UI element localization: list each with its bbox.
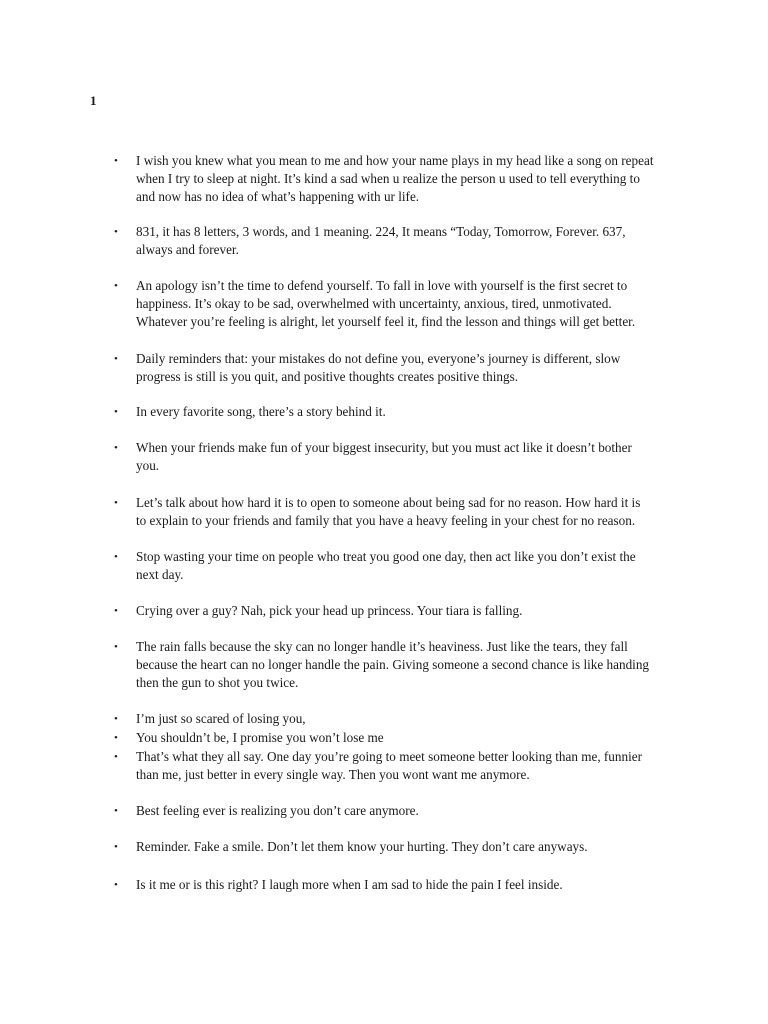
bullet-icon: • <box>114 751 118 763</box>
bullet-icon: • <box>114 732 118 744</box>
bullet-icon: • <box>114 841 118 853</box>
bullet-icon: • <box>114 442 118 454</box>
list-item-text: Daily reminders that: your mistakes do not define you, everyone’s journey is different, slow progress is still is you quit, and positive thoughts creates positive things. <box>136 351 621 385</box>
bullet-icon: • <box>114 353 118 365</box>
list-item-text: Stop wasting your time on people who treat you good one day, then act like you don’t exist the next day. <box>136 549 636 583</box>
bullet-icon: • <box>114 551 118 563</box>
bullet-icon: • <box>114 497 118 509</box>
page-number: 1 <box>90 93 97 108</box>
bullet-icon: • <box>114 605 118 617</box>
list-item-text: I’m just so scared of losing you, <box>136 711 306 726</box>
bullet-icon: • <box>114 155 118 167</box>
list-item-text: That’s what they all say. One day you’re going to meet someone better looking than me, funnier than me, just better in every single way. Then you wont want me anymore. <box>136 749 642 783</box>
list-item-text: Best feeling ever is realizing you don’t care anymore. <box>136 803 419 818</box>
list-item-text: I wish you knew what you mean to me and how your name plays in my head like a song on repeat when I try to sleep at night. It’s kind a sad when u realize the person u used to tell everything to and now has no idea of what’s happening with ur life. <box>136 153 654 205</box>
bullet-icon: • <box>114 226 118 238</box>
list-item-text: 831, it has 8 letters, 3 words, and 1 meaning. 224, It means “Today, Tomorrow, Forever. 637, always and forever. <box>136 224 626 258</box>
list-item-text: Reminder. Fake a smile. Don’t let them know your hurting. They don’t care anyways. <box>136 839 588 854</box>
list-item-text: Crying over a guy? Nah, pick your head up princess. Your tiara is falling. <box>136 603 523 618</box>
bullet-icon: • <box>114 805 118 817</box>
list-item-text: In every favorite song, there’s a story behind it. <box>136 404 386 419</box>
bullet-icon: • <box>114 879 118 891</box>
bullet-icon: • <box>114 641 118 653</box>
list-item-text: The rain falls because the sky can no longer handle it’s heaviness. Just like the tears, they fall because the heart can no longer handle the pain. Giving someone a second chance is like handing then the gun to shot you twice. <box>136 639 650 691</box>
list-item-text: Let’s talk about how hard it is to open to someone about being sad for no reason. How hard it is to explain to your friends and family that you have a heavy feeling in your chest for no reason. <box>136 495 641 529</box>
bullet-icon: • <box>114 280 118 292</box>
list-item-text: Is it me or is this right? I laugh more when I am sad to hide the pain I feel inside. <box>136 877 563 892</box>
list-item-text: An apology isn’t the time to defend yourself. To fall in love with yourself is the first secret to happiness. It’s okay to be sad, overwhelmed with uncertainty, anxious, tired, unmotivated. Whatever you’re feeling is alright, let yourself feel it, find the lesson and things will get better. <box>136 278 636 330</box>
bullet-icon: • <box>114 406 118 418</box>
list-item-text: You shouldn’t be, I promise you won’t lose me <box>136 730 384 745</box>
bullet-icon: • <box>114 713 118 725</box>
list-item-text: When your friends make fun of your biggest insecurity, but you must act like it doesn’t bother you. <box>136 440 632 474</box>
